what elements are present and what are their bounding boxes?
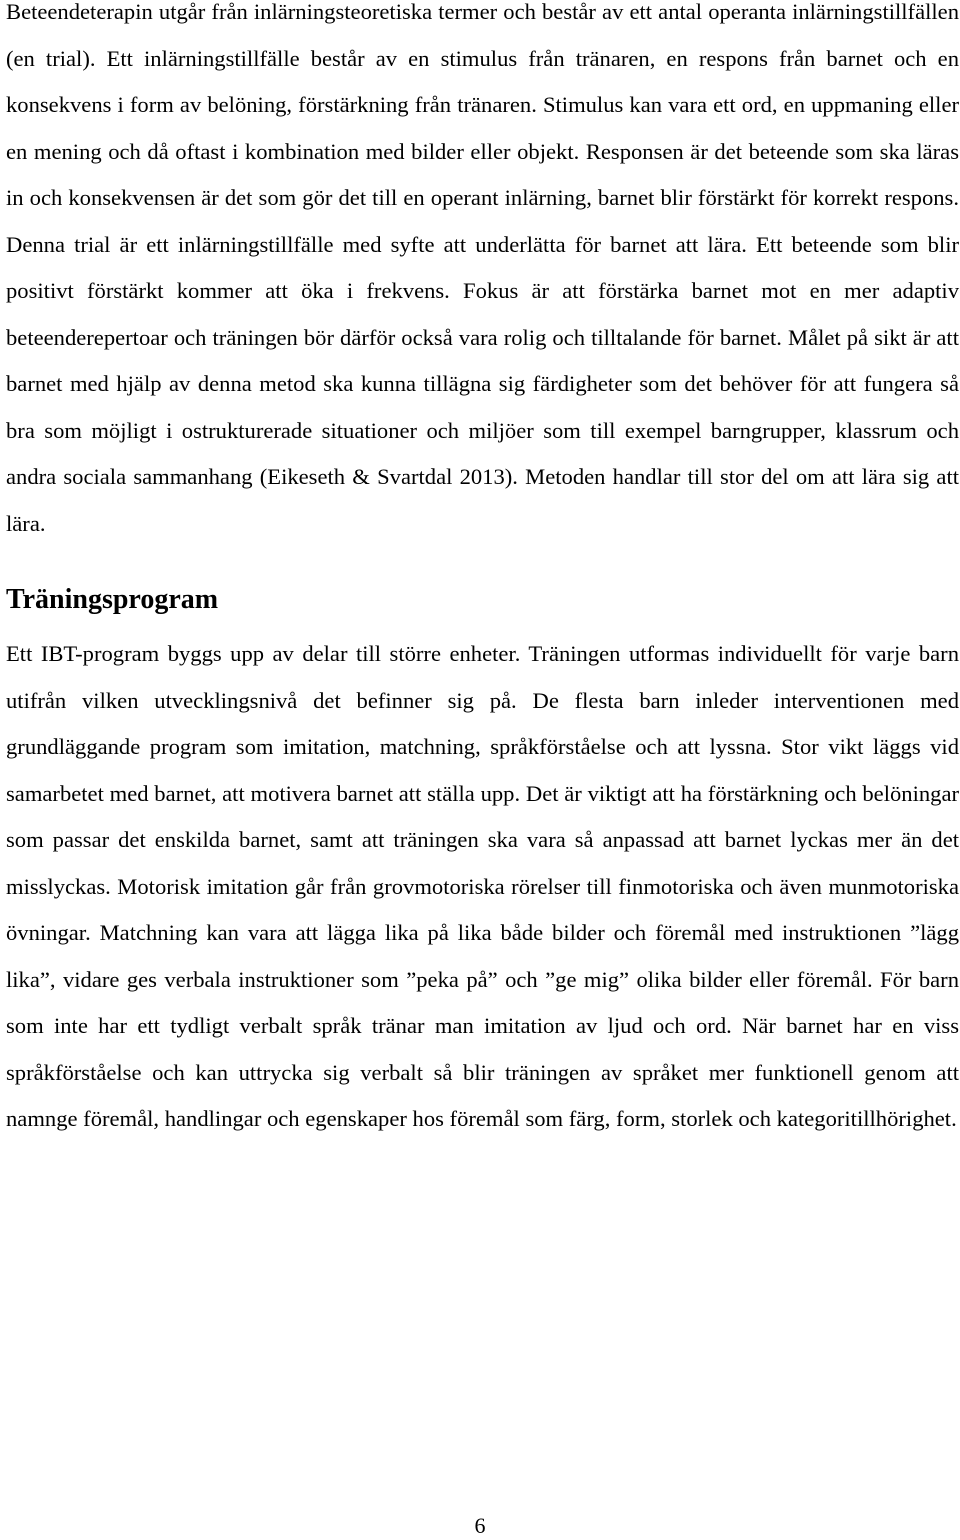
body-paragraph-1: Beteendeterapin utgår från inlärningsteoretiska termer och består av ett antal operanta inlärningstillfällen (en trial). Ett inlärningstillfälle består av en stimulus från tränaren, en respons från barnet och en konsekvens i form av belöning, förstärkning från tränaren. Stimulus kan vara ett ord, en uppmaning eller en mening och då oftast i kombination med bilder eller objekt. Responsen är det beteende som ska läras in och konsekvensen är det som gör det till en operant inlärning, barnet blir förstärkt för korrekt respons. Denna trial är ett inlärningstillfälle med syfte att underlätta för barnet att lära. Ett beteende som blir positivt förstärkt kommer att öka i frekvens. Fokus är att förstärka barnet mot en mer adaptiv beteenderepertoar och träningen bör därför också vara rolig och tilltalande för barnet. Målet på sikt är att barnet med hjälp av denna metod ska kunna tillägna sig färdigheter som det behöver för att fungera så bra som möjligt i ostrukturerade situationer och miljöer som till exempel barngrupper, klassrum och andra sociala sammanhang (Eikeseth & Svartdal 2013). Metoden handlar till stor del om att lära sig att lära. bbox=[6, 0, 959, 536]
page-content bbox=[6, 0, 959, 1143]
section-heading: Träningsprogram bbox=[6, 584, 219, 615]
body-paragraph-2: Ett IBT-program byggs upp av delar till större enheter. Träningen utformas individuellt för varje barn utifrån vilken utvecklingsnivå det befinner sig på. De flesta barn inleder interventionen med grundläggande program som imitation, matchning, språkförståelse och att lyssna. Stor vikt läggs vid samarbetet med barnet, att motivera barnet att ställa upp. Det är viktigt att ha förstärkning och belöningar som passar det enskilda barnet, samt att träningen ska vara så anpassad att barnet lyckas mer än det misslyckas. Motorisk imitation går från grovmotoriska rörelser till finmotoriska och även munmotoriska övningar. Matchning kan vara att lägga lika på lika både bilder och föremål med instruktionen ”lägg lika”, vidare ges verbala instruktioner som ”peka på” och ”ge mig” olika bilder eller föremål. För barn som inte har ett tydligt verbalt språk tränar man imitation av ljud och ord. När barnet har en viss språkförståelse och kan uttrycka sig verbalt så blir träningen av språket mer funktionell genom att namnge föremål, handlingar och egenskaper hos föremål som färg, form, storlek och kategoritillhörighet. bbox=[6, 641, 959, 1131]
page-number: 6 bbox=[474, 1513, 486, 1538]
